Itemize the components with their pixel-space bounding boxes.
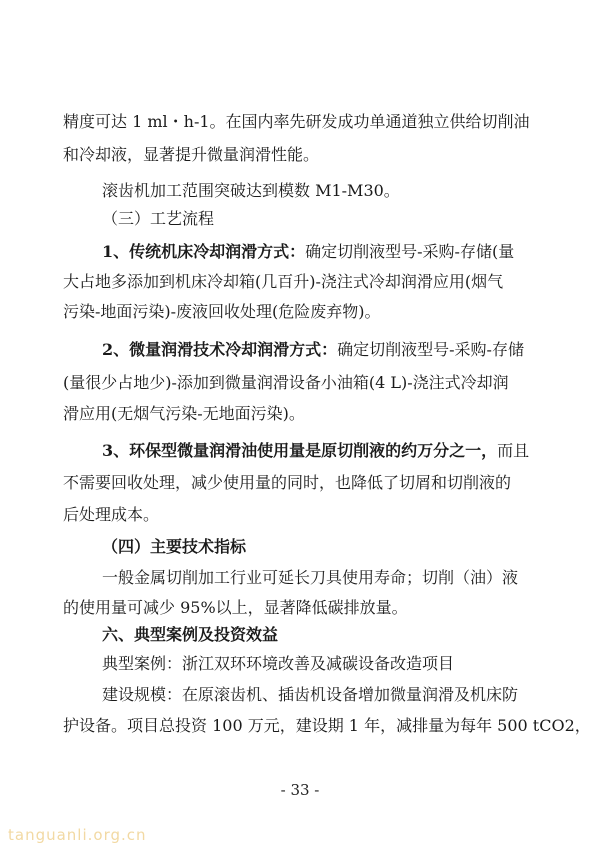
body-text: 护设备。项目总投资 100 万元，建设期 1 年，减排量为每年 500 tCO2， [63,716,591,735]
body-text: 典型案例：浙江双环环境改善及减碳设备改造项目 [102,654,455,673]
body-text: 建设规模：在原滚齿机、插齿机设备增加微量润滑及机床防 [102,685,519,704]
text-line [0,373,600,393]
body-text: 滑应用(无烟气污染-无地面污染)。 [63,404,305,423]
body-text: （三）工艺流程 [102,209,215,228]
body-text: (量很少占地少)-添加到微量润滑设备小油箱(4 L)-浇注式冷却润 [63,373,509,392]
body-text: 后处理成本。 [63,505,160,524]
text-line [0,568,600,588]
text-line [0,112,600,132]
body-text: 不需要回收处理，减少使用量的同时，也降低了切屑和切削液的 [63,473,512,492]
body-text: 污染-地面污染)-废液回收处理(危险废弃物)。 [63,302,381,321]
text-line [0,654,600,674]
text-line [0,404,600,424]
text-line [0,716,600,736]
text-line [0,340,600,360]
text-line [0,625,600,645]
text-line [0,537,600,557]
bold-text: 2、微量润滑技术冷却润滑方式： [102,340,338,359]
text-line [0,598,600,618]
text-line [0,441,600,461]
text-line [0,302,600,322]
text-line [0,181,600,201]
body-text: 和冷却液，显著提升微量润滑性能。 [63,145,320,164]
text-line [0,209,600,229]
text-line [0,272,600,292]
watermark: tanguanli.org.cn [8,826,147,844]
bold-text: 1、传统机床冷却润滑方式： [102,242,306,261]
body-text: 精度可达 1 ml・h-1。在国内率先研发成功单通道独立供给切削油 [63,112,530,131]
bold-text: 3、环保型微量润滑油使用量是原切削液的约万分之一， [102,441,498,460]
bold-text: （四）主要技术指标 [102,537,247,556]
body-text: 确定切削液型号-采购-存储(量 [305,242,515,261]
body-text: 的使用量可减少 95%以上，显著降低碳排放量。 [63,598,408,617]
body-text: 滚齿机加工范围突破达到模数 M1-M30。 [102,181,400,200]
body-text: 大占地多添加到机床冷却箱(几百升)-浇注式冷却润滑应用(烟气 [63,272,504,291]
text-line [0,685,600,705]
text-line [0,473,600,493]
body-text: 确定切削液型号-采购-存储 [337,340,524,359]
text-line [0,145,600,165]
bold-text: 六、典型案例及投资效益 [102,625,279,644]
body-text: 而且 [497,441,530,460]
page-number: - 33 - [280,781,320,799]
text-line [0,505,600,525]
body-text: 一般金属切削加工行业可延长刀具使用寿命；切削（油）液 [102,568,519,587]
text-line [0,242,600,262]
